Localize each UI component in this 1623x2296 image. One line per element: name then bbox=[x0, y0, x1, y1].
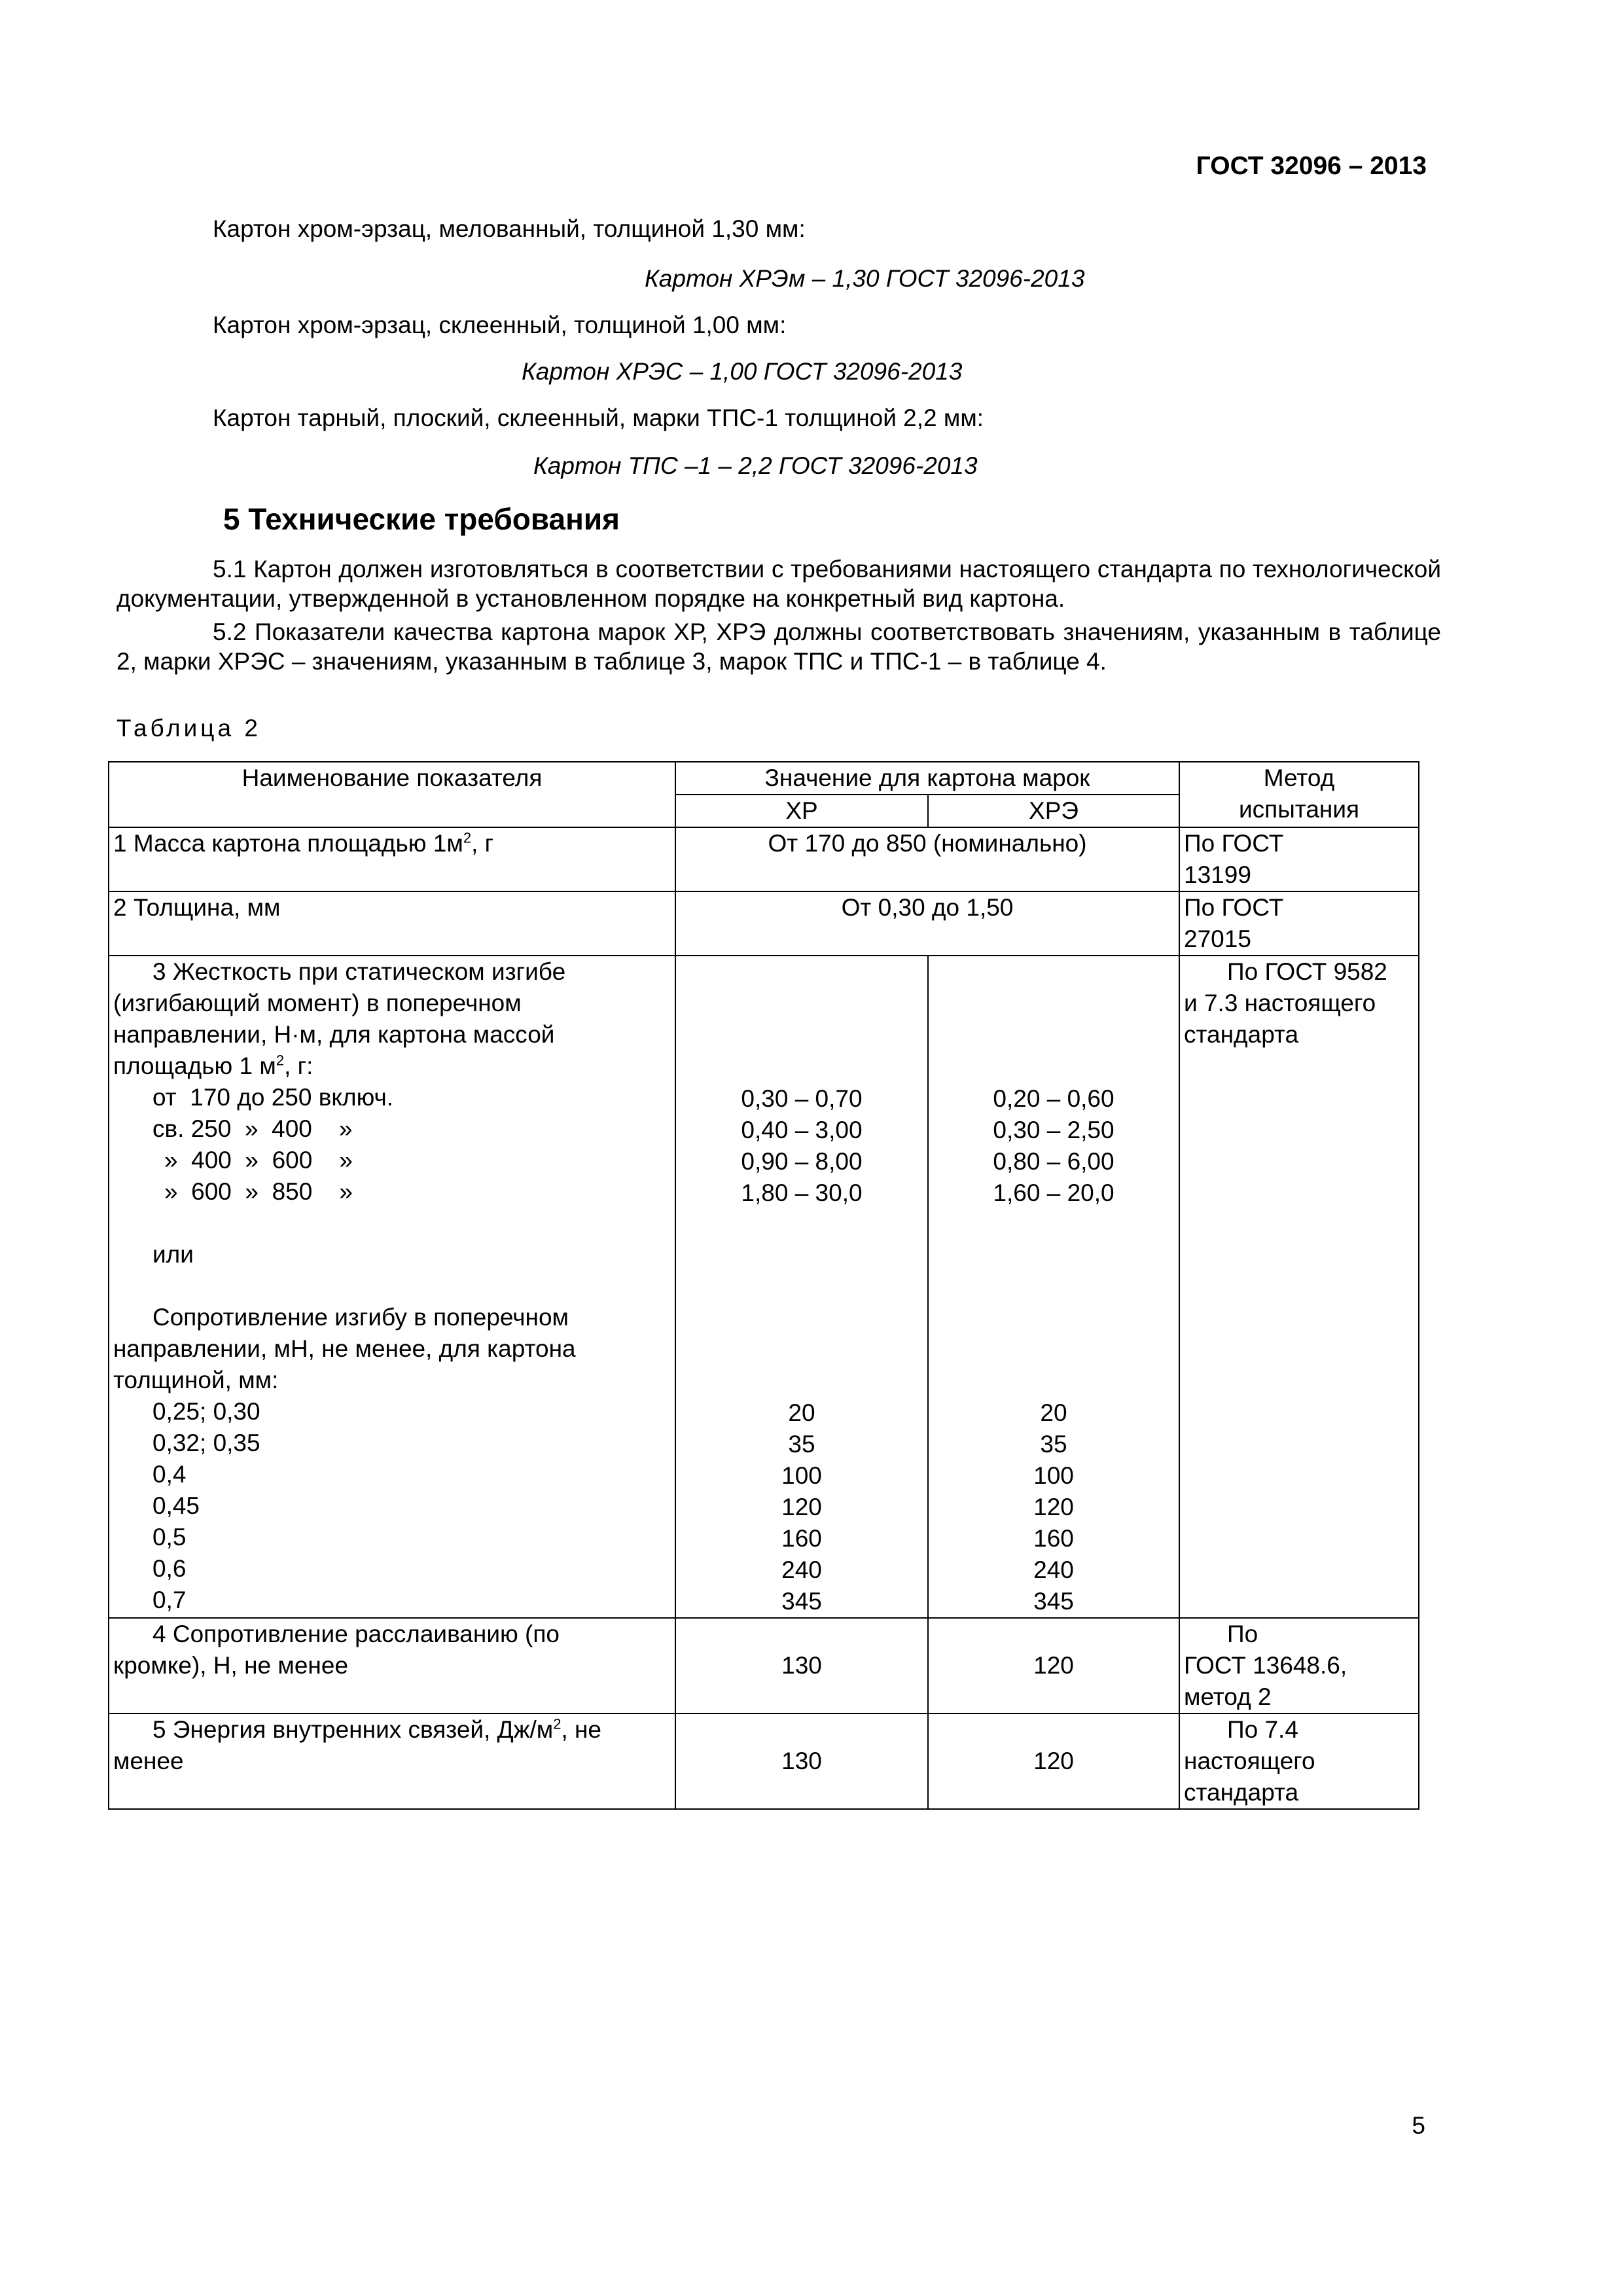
stiffness-xr: 1,80 – 30,0 bbox=[741, 1179, 863, 1206]
row-method bbox=[1179, 827, 1419, 891]
stiffness-range: » 600 » 850 » bbox=[164, 1178, 353, 1205]
resistance-xre: 120 bbox=[1033, 1494, 1074, 1520]
superscript: 2 bbox=[463, 829, 472, 846]
row-method bbox=[1179, 1713, 1419, 1809]
table-row bbox=[109, 827, 1419, 891]
spacer bbox=[933, 1366, 1175, 1397]
or-text: или bbox=[152, 1241, 194, 1268]
spacer bbox=[680, 1714, 923, 1746]
spacer bbox=[933, 1050, 1175, 1083]
indicator-text: 5 Энергия внутренних связей, Дж/м bbox=[152, 1716, 554, 1743]
row-method bbox=[1179, 956, 1419, 1618]
superscript: 2 bbox=[276, 1052, 285, 1069]
indicator-text: , г bbox=[471, 830, 494, 857]
stiffness-xre: 0,30 – 2,50 bbox=[993, 1117, 1115, 1143]
value-xr: 130 bbox=[781, 1652, 822, 1679]
method-line: По ГОСТ 9582 bbox=[1227, 958, 1387, 985]
resistance-xr: 345 bbox=[781, 1588, 822, 1615]
method-line: По bbox=[1227, 1621, 1258, 1647]
thickness-value: 0,4 bbox=[152, 1461, 187, 1488]
document-header: ГОСТ 32096 – 2013 bbox=[1196, 152, 1427, 180]
resistance-xre: 345 bbox=[1033, 1588, 1074, 1615]
header-method bbox=[1179, 762, 1419, 827]
indicator-text: , не bbox=[561, 1716, 602, 1743]
example-description: Картон тарный, плоский, склеенный, марки ТПС-1 толщиной 2,2 мм: bbox=[213, 404, 984, 431]
row-value-xr bbox=[675, 1618, 928, 1713]
method-line: По 7.4 bbox=[1227, 1716, 1298, 1743]
header-method-line: Метод bbox=[1263, 764, 1335, 791]
spacer bbox=[680, 1366, 923, 1397]
value-xre: 120 bbox=[1033, 1652, 1074, 1679]
example-designation: Картон ХРЭС – 1,00 ГОСТ 32096-2013 bbox=[522, 358, 963, 385]
row-value: От 0,30 до 1,50 bbox=[675, 891, 1179, 956]
method-line: настоящего bbox=[1184, 1748, 1315, 1774]
spacer bbox=[933, 1240, 1175, 1272]
spacer bbox=[680, 956, 923, 988]
resistance-xre: 20 bbox=[1040, 1399, 1067, 1426]
header-method-line: испытания bbox=[1238, 796, 1360, 823]
spacer bbox=[680, 988, 923, 1019]
row-value: От 170 до 850 (номинально) bbox=[675, 827, 1179, 891]
indicator-line bbox=[113, 1050, 671, 1082]
spacer bbox=[933, 1335, 1175, 1366]
spacer bbox=[933, 1272, 1175, 1303]
spacer bbox=[680, 1335, 923, 1366]
method-line: По ГОСТ bbox=[1184, 894, 1284, 921]
spacer bbox=[933, 1019, 1175, 1050]
thickness-value: 0,45 bbox=[152, 1492, 200, 1519]
stiffness-xr: 0,40 – 3,00 bbox=[741, 1117, 863, 1143]
method-line: По ГОСТ bbox=[1184, 830, 1284, 857]
example-designation: Картон ТПС –1 – 2,2 ГОСТ 32096-2013 bbox=[533, 452, 978, 479]
superscript: 2 bbox=[553, 1715, 562, 1732]
spacer bbox=[680, 1240, 923, 1272]
stiffness-xr: 0,90 – 8,00 bbox=[741, 1148, 863, 1175]
spacer bbox=[933, 1209, 1175, 1240]
resistance-xr: 240 bbox=[781, 1556, 822, 1583]
stiffness-xre: 0,20 – 0,60 bbox=[993, 1085, 1115, 1112]
example-description: Картон хром-эрзац, мелованный, толщиной 1,30 мм: bbox=[213, 215, 806, 242]
header-col-xre: ХРЭ bbox=[928, 795, 1179, 827]
header-value-group: Значение для картона марок bbox=[675, 762, 1179, 795]
indicator-line: 3 Жесткость при статическом изгибе bbox=[152, 958, 566, 985]
spacer bbox=[933, 956, 1175, 988]
resistance-xre: 160 bbox=[1033, 1525, 1074, 1552]
indicator-text: площадью 1 м bbox=[113, 1052, 276, 1079]
indicator-line: Сопротивление изгибу в поперечном bbox=[152, 1304, 569, 1331]
row-indicator bbox=[109, 956, 675, 1618]
spacer bbox=[113, 1208, 671, 1239]
paragraph-5-1 bbox=[116, 554, 1441, 613]
row-indicator: 2 Толщина, мм bbox=[109, 891, 675, 956]
method-line: метод 2 bbox=[1184, 1683, 1272, 1710]
page-number: 5 bbox=[1412, 2112, 1425, 2139]
method-line: и 7.3 настоящего bbox=[1184, 990, 1376, 1016]
thickness-value: 0,25; 0,30 bbox=[152, 1398, 260, 1425]
thickness-value: 0,32; 0,35 bbox=[152, 1429, 260, 1456]
indicator-line: (изгибающий момент) в поперечном bbox=[113, 990, 522, 1016]
row-value-xre bbox=[928, 1618, 1179, 1713]
paragraph-5-2 bbox=[116, 617, 1441, 676]
resistance-xr: 120 bbox=[781, 1494, 822, 1520]
value-xr: 130 bbox=[781, 1748, 822, 1774]
indicator-line: толщиной, мм: bbox=[113, 1367, 279, 1393]
stiffness-range: от 170 до 250 включ. bbox=[152, 1084, 394, 1111]
row-indicator bbox=[109, 1713, 675, 1809]
row-value-xre bbox=[928, 1713, 1179, 1809]
table-row bbox=[109, 891, 1419, 956]
spacer bbox=[680, 1209, 923, 1240]
method-line: 27015 bbox=[1184, 925, 1251, 952]
table-row bbox=[109, 1713, 1419, 1809]
row-indicator bbox=[109, 1618, 675, 1713]
row-method bbox=[1179, 1618, 1419, 1713]
resistance-xre: 240 bbox=[1033, 1556, 1074, 1583]
indicator-line: направлении, мН, не менее, для картона bbox=[113, 1335, 576, 1362]
indicator-text: 1 Масса картона площадью 1м bbox=[113, 830, 463, 857]
thickness-value: 0,5 bbox=[152, 1524, 187, 1551]
method-line: стандарта bbox=[1184, 1021, 1299, 1048]
resistance-xr: 20 bbox=[788, 1399, 815, 1426]
row-value-xr bbox=[675, 956, 928, 1618]
spacer bbox=[933, 1303, 1175, 1335]
indicator-line: 4 Сопротивление расслаиванию (по bbox=[152, 1621, 560, 1647]
resistance-xr: 100 bbox=[781, 1462, 822, 1489]
spacer bbox=[680, 1019, 923, 1050]
stiffness-range: » 400 » 600 » bbox=[164, 1147, 353, 1174]
stiffness-xr: 0,30 – 0,70 bbox=[741, 1085, 863, 1112]
stiffness-range: св. 250 » 400 » bbox=[152, 1115, 353, 1142]
spacer bbox=[680, 1050, 923, 1083]
resistance-xre: 35 bbox=[1040, 1431, 1067, 1458]
stiffness-xre: 1,60 – 20,0 bbox=[993, 1179, 1115, 1206]
paragraph-text: 5.1 Картон должен изготовляться в соответствии с требованиями настоящего стандарта по технологической документации, утвержденной в установленном порядке на конкретный вид картона. bbox=[116, 556, 1441, 612]
indicator-line bbox=[113, 1714, 671, 1746]
method-line: 13199 bbox=[1184, 861, 1251, 888]
indicator-line: менее bbox=[113, 1748, 184, 1774]
resistance-xre: 100 bbox=[1033, 1462, 1074, 1489]
quality-indicators-table bbox=[108, 761, 1419, 1810]
row-value-xr bbox=[675, 1713, 928, 1809]
spacer bbox=[113, 1270, 671, 1302]
section-title: 5 Технические требования bbox=[223, 502, 620, 536]
method-line: ГОСТ 13648.6, bbox=[1184, 1652, 1347, 1679]
method-line: стандарта bbox=[1184, 1779, 1299, 1806]
resistance-xr: 160 bbox=[781, 1525, 822, 1552]
spacer bbox=[680, 1303, 923, 1335]
stiffness-xre: 0,80 – 6,00 bbox=[993, 1148, 1115, 1175]
spacer bbox=[933, 1619, 1175, 1650]
row-value-xre bbox=[928, 956, 1179, 1618]
paragraph-text: 5.2 Показатели качества картона марок ХР, ХРЭ должны соответствовать значениям, указанным в таблице 2, марки ХРЭС – значениям, указанным в таблице 3, марок ТПС и ТПС-1 – в таблице 4. bbox=[116, 619, 1441, 675]
table-row bbox=[109, 956, 1419, 1618]
row-method bbox=[1179, 891, 1419, 956]
spacer bbox=[680, 1272, 923, 1303]
thickness-value: 0,7 bbox=[152, 1587, 187, 1613]
table-caption: Таблица 2 bbox=[116, 715, 261, 742]
header-col-xr: ХР bbox=[675, 795, 928, 827]
example-designation: Картон ХРЭм – 1,30 ГОСТ 32096-2013 bbox=[645, 265, 1085, 292]
row-indicator bbox=[109, 827, 675, 891]
thickness-value: 0,6 bbox=[152, 1555, 187, 1582]
table-row bbox=[109, 1618, 1419, 1713]
spacer bbox=[680, 1619, 923, 1650]
header-indicator: Наименование показателя bbox=[109, 762, 675, 827]
table-header-row bbox=[109, 762, 1419, 795]
spacer bbox=[933, 1714, 1175, 1746]
indicator-text: , г: bbox=[284, 1052, 313, 1079]
value-xre: 120 bbox=[1033, 1748, 1074, 1774]
resistance-xr: 35 bbox=[788, 1431, 815, 1458]
indicator-line: направлении, Н·м, для картона массой bbox=[113, 1021, 555, 1048]
indicator-line: кромке), Н, не менее bbox=[113, 1652, 349, 1679]
example-description: Картон хром-эрзац, склеенный, толщиной 1,00 мм: bbox=[213, 312, 787, 338]
spacer bbox=[933, 988, 1175, 1019]
